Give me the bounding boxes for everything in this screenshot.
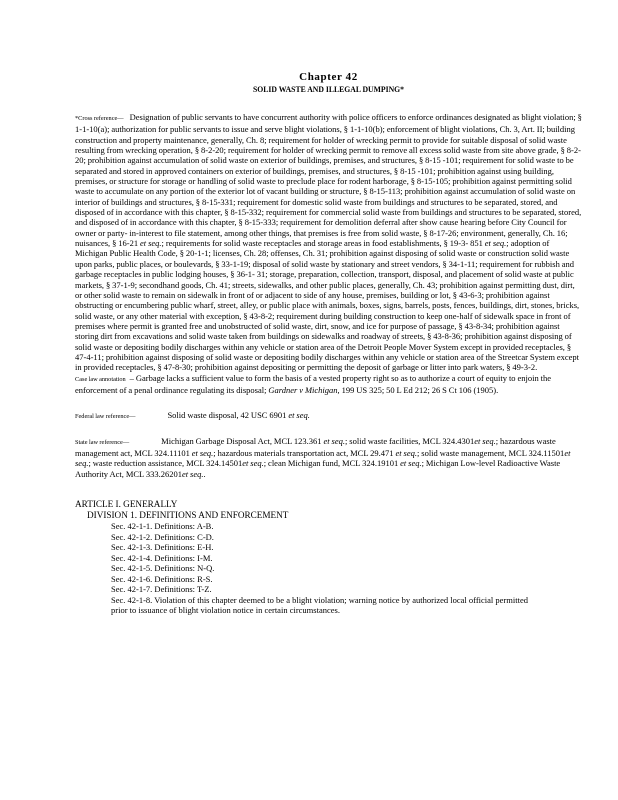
state-law-text-4: ; hazardous materials transportation act, MCL 29.471 — [213, 447, 396, 458]
section-link-42-1-5[interactable]: Sec. 42-1-5. Definitions: N-Q. — [111, 563, 215, 573]
state-law-italic-2: et seq. — [474, 435, 496, 446]
state-law-label: State law reference— — [75, 438, 130, 446]
state-law-italic-7: et seq. — [400, 458, 422, 469]
article-heading: ARTICLE I. GENERALLY — [75, 499, 178, 509]
state-law-italic-3: et seq. — [191, 447, 214, 458]
chapter-title: Chapter 42 — [299, 71, 358, 83]
section-link-42-1-7[interactable]: Sec. 42-1-7. Definitions: T-Z. — [111, 584, 212, 594]
division-heading: DIVISION 1. DEFINITIONS AND ENFORCEMENT — [87, 510, 289, 520]
section-link-42-1-1[interactable]: Sec. 42-1-1. Definitions: A-B. — [111, 521, 214, 531]
case-law-text: – Garbage lacks a sufficient value to form the basis of a vested property right so as to authorize a court of equity to enjoin the enforcement of a penal ordinance regulating its disposal; — [75, 372, 552, 395]
chapter-subtitle: SOLID WASTE AND ILLEGAL DUMPING* — [253, 85, 404, 94]
section-list — [75, 521, 582, 616]
state-law-italic-5: et seq. — [75, 447, 571, 469]
case-law-paragraph — [75, 373, 582, 396]
state-law-text-7: ; clean Michigan fund, MCL 324.19101 — [263, 458, 401, 469]
state-law-text-3: ; hazardous waste management act, MCL 324.11101 — [75, 435, 556, 458]
cross-reference-text-cont-2: ; adoption of Michigan Public Health Code, § 20-1-1; licenses, Ch. 28; offenses, Ch. 31; prohibition against disposing of solid waste or construction solid waste upon parks, public places, or boulevards, § 33-1-19; disposal of solid waste by stationary and street vendors, § 34-1-11; requirement for rubbish and garbage receptacles in public lodging houses, § 36-1- 31; storage, preparation, collection, transport, disposal, and placement of solid waste at public markets, § 37-1-9; secondhand goods, Ch. 41; streets, sidewalks, and other public places, generally, Ch. 43; prohibition against permitting dust, dirt, or other solid waste to remain on sidewalk in front of or adjacent to side of any house, premises, building or lot, § 43-6-3; prohibition against obstructing or encumbering public wharf, street, alley, or public place with animals, boxes, signs, barrels, posts, fences, buildings, dirt, stones, bricks, solid waste, or any other material with exception, § 43-8-2; requirement during building construction to keep one-half of sidewalk space in front of premises where permit is granted free and unobstructed of solid waste, dirt, snow, and ice for purpose of passage, § 43-8-34; prohibition against storing dirt from excavations and solid waste taken from buildings on sidewalks and roadway of streets, § 43-8-36; prohibition against disposing of solid waste or depositing bodily discharges within any vehicle or station area of the Detroit People Mover System except in provided receptacles, § 47-4-11; prohibition against disposing of solid waste or depositing bodily discharges within any vehicle or station area of the Streetcar System except in provided receptacles, § 47-8-30; prohibition against depositing or permitting the deposit of garbage or litter into park waters, § 49-3-2. — [75, 238, 580, 373]
case-law-label: Case law annotation — [75, 375, 126, 383]
cross-reference-paragraph — [75, 112, 582, 373]
section-link-42-1-4[interactable]: Sec. 42-1-4. Definitions: I-M. — [111, 552, 213, 563]
federal-law-label: Federal law reference— — [75, 413, 136, 421]
cross-reference-italic: et seq. — [140, 238, 162, 249]
section-link-42-1-3[interactable]: Sec. 42-1-3. Definitions: E-H. — [111, 542, 214, 552]
state-law-italic-1: et seq. — [323, 435, 345, 446]
cross-reference-text-cont: ; requirements for solid waste receptacles and storage areas in food establishments, § 19-3- 851 — [161, 238, 485, 249]
section-link-42-1-8[interactable]: Sec. 42-1-8. Violation of this chapter deemed to be a blight violation; warning notice by authorized local official permitted prior to issuance of blight violation notice in certain circumstances. — [111, 594, 528, 615]
case-law-citation: , 199 US 325; 50 L Ed 212; 26 S Ct 106 (1905). — [337, 384, 499, 395]
section-link-42-1-2[interactable]: Sec. 42-1-2. Definitions: C-D. — [111, 531, 214, 542]
state-law-paragraph — [75, 436, 582, 479]
cross-reference-italic-2: et seq. — [484, 238, 507, 249]
state-law-italic-4: et seq. — [395, 447, 417, 458]
section-link-42-1-6[interactable]: Sec. 42-1-6. Definitions: R-S. — [111, 573, 213, 584]
federal-law-italic: et seq. — [288, 410, 310, 421]
state-law-text-5: ; solid waste management, MCL 324.11501 — [416, 447, 565, 458]
state-law-italic-8: et seq. — [182, 468, 204, 479]
federal-law-paragraph — [75, 410, 582, 422]
cross-reference-label: *Cross reference— — [75, 115, 124, 122]
case-law-case-name: Gardner v Michigan — [268, 384, 338, 395]
state-law-italic-6: et seq. — [242, 458, 264, 469]
state-law-text-1: Michigan Garbage Disposal Act, MCL 123.361 — [161, 435, 324, 446]
state-law-text-6: ; waste reduction assistance, MCL 324.14501 — [88, 458, 243, 469]
state-law-text-8: ; Michigan Low-level Radioactive Waste Authority Act, MCL 333.26201 — [75, 458, 561, 479]
federal-law-text: Solid waste disposal, 42 USC 6901 — [167, 410, 287, 421]
state-law-text-2: ; solid waste facilities, MCL 324.4301 — [345, 435, 475, 446]
cross-reference-text: Designation of public servants to have concurrent authority with police officers to enforce ordinances designated as blight violation; § 1-1-10(a); authorization for public servants to issue and serve blight violations, § 1-1-10(b); enforcement of blight violations, Ch. 3, Art. II; building construction and property maintenance, generally, Ch. 8; requirement for holder of wrecking permit to provide for suitable disposal of solid waste resulting from wrecking operation, § 8-2-20; requirement for holder of wrecking permit to remove all excess solid waste from site above grade, § 8-2-20; prohibition against accumulation of solid waste on exterior of buildings, premises, and structures, § 8-15 -101; requirement for solid waste to be separated and stored in approved containers on exterior of buildings, premises, and structures, § 8-15 -101; prohibition against using building, premises, or structure for storage or handling of solid waste to preclude place for rodent harborage, § 8-15-105; prohibition against permitting solid waste to accumulate on any portion of the exterior lot of vacant building or structure, § 8-15-113; prohibition against accumulation of solid waste on interior of buildings and structures, § 8-15-331; requirement for domestic solid waste from buildings and structures to be separated, stored, and disposed of in accordance with this chapter, § 8-15-332; requirement for commercial solid waste from buildings and structures to be separated, stored, and disposed of in accordance with this chapter, § 8-15-333; requirement for demolition deferral after show cause hearing before City Council for owner or party- in-interest to file statement, among other things, that premises is free from solid waste, § 8-17-26; environment, generally, Ch. 16; nuisances, § 16-21 — [75, 112, 582, 249]
state-law-text-9: . — [203, 468, 206, 479]
